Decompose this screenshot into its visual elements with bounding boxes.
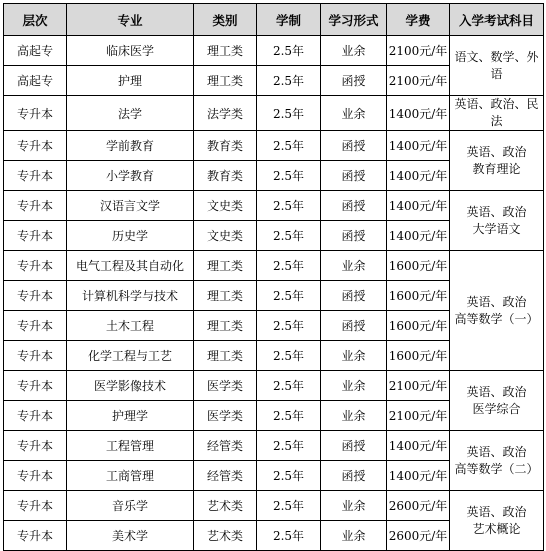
- category-cell: 理工类: [194, 36, 257, 66]
- duration-cell: 2.5年: [257, 491, 321, 521]
- tuition-cell: 1400元/年: [387, 461, 450, 491]
- exam-subject-line: 大学语文: [472, 221, 521, 236]
- study-mode-cell: 函授: [321, 311, 387, 341]
- level-cell: 专升本: [4, 281, 67, 311]
- level-cell: 专升本: [4, 371, 67, 401]
- table-row: [4, 371, 544, 401]
- study-mode-cell: 业余: [321, 371, 387, 401]
- tuition-cell: 1600元/年: [387, 251, 450, 281]
- table-row: [4, 491, 544, 521]
- table-row: [4, 191, 544, 221]
- tuition-cell: 1400元/年: [387, 221, 450, 251]
- duration-cell: 2.5年: [257, 191, 321, 221]
- header-category: 类别: [194, 4, 257, 36]
- study-mode-cell: 业余: [321, 521, 387, 551]
- tuition-cell: 2100元/年: [387, 36, 450, 66]
- study-mode-cell: 业余: [321, 491, 387, 521]
- exam-subject-line: 英语、政治: [466, 444, 527, 459]
- tuition-cell: 1400元/年: [387, 96, 450, 131]
- category-cell: 经管类: [194, 461, 257, 491]
- tuition-cell: 2600元/年: [387, 491, 450, 521]
- header-exam-subjects: 入学考试科目: [450, 4, 544, 36]
- study-mode-cell: 业余: [321, 36, 387, 66]
- study-mode-cell: 函授: [321, 66, 387, 96]
- category-cell: 医学类: [194, 401, 257, 431]
- header-level: 层次: [4, 4, 67, 36]
- level-cell: 专升本: [4, 491, 67, 521]
- tuition-cell: 1400元/年: [387, 161, 450, 191]
- category-cell: 艺术类: [194, 521, 257, 551]
- category-cell: 理工类: [194, 341, 257, 371]
- study-mode-cell: 函授: [321, 131, 387, 161]
- table-row: [4, 431, 544, 461]
- level-cell: 专升本: [4, 251, 67, 281]
- level-cell: 专升本: [4, 401, 67, 431]
- duration-cell: 2.5年: [257, 66, 321, 96]
- table-row: [4, 131, 544, 161]
- major-cell: 医学影像技术: [67, 371, 194, 401]
- duration-cell: 2.5年: [257, 401, 321, 431]
- exam-subject-line: 英语、政治、民法: [454, 97, 539, 128]
- major-cell: 音乐学: [67, 491, 194, 521]
- major-cell: 工商管理: [67, 461, 194, 491]
- major-cell: 历史学: [67, 221, 194, 251]
- major-cell: 临床医学: [67, 36, 194, 66]
- category-cell: 教育类: [194, 161, 257, 191]
- tuition-cell: 2100元/年: [387, 401, 450, 431]
- header-study-mode: 学习形式: [321, 4, 387, 36]
- exam-subject-line: 医学综合: [472, 401, 521, 416]
- exam-subject-line: 英语、政治: [466, 144, 527, 159]
- table-row: [4, 251, 544, 281]
- tuition-cell: 2100元/年: [387, 371, 450, 401]
- exam-subjects-cell: [450, 36, 544, 96]
- study-mode-cell: 函授: [321, 431, 387, 461]
- study-mode-cell: 业余: [321, 341, 387, 371]
- level-cell: 专升本: [4, 191, 67, 221]
- duration-cell: 2.5年: [257, 341, 321, 371]
- major-cell: 学前教育: [67, 131, 194, 161]
- category-cell: 理工类: [194, 66, 257, 96]
- exam-subject-line: 高等数学（一）: [454, 311, 539, 326]
- study-mode-cell: 业余: [321, 96, 387, 131]
- major-cell: 护理: [67, 66, 194, 96]
- level-cell: 专升本: [4, 161, 67, 191]
- exam-subject-line: 英语、政治: [466, 294, 527, 309]
- duration-cell: 2.5年: [257, 281, 321, 311]
- table-row: [4, 36, 544, 66]
- category-cell: 理工类: [194, 281, 257, 311]
- duration-cell: 2.5年: [257, 131, 321, 161]
- exam-subjects-cell: [450, 491, 544, 551]
- tuition-cell: 2600元/年: [387, 521, 450, 551]
- duration-cell: 2.5年: [257, 36, 321, 66]
- duration-cell: 2.5年: [257, 371, 321, 401]
- major-cell: 化学工程与工艺: [67, 341, 194, 371]
- study-mode-cell: 业余: [321, 401, 387, 431]
- study-mode-cell: 函授: [321, 221, 387, 251]
- duration-cell: 2.5年: [257, 161, 321, 191]
- tuition-cell: 2100元/年: [387, 66, 450, 96]
- exam-subject-line: 语文、数学、外语: [454, 49, 539, 81]
- header-major: 专业: [67, 4, 194, 36]
- level-cell: 专升本: [4, 221, 67, 251]
- level-cell: 高起专: [4, 66, 67, 96]
- exam-subjects-cell: [450, 431, 544, 491]
- category-cell: 教育类: [194, 131, 257, 161]
- study-mode-cell: 函授: [321, 161, 387, 191]
- study-mode-cell: 函授: [321, 281, 387, 311]
- header-duration: 学制: [257, 4, 321, 36]
- exam-subject-line: 英语、政治: [466, 204, 527, 219]
- level-cell: 专升本: [4, 341, 67, 371]
- level-cell: 专升本: [4, 521, 67, 551]
- exam-subject-line: 英语、政治: [466, 504, 527, 519]
- exam-subjects-cell: [450, 251, 544, 371]
- category-cell: 文史类: [194, 221, 257, 251]
- tuition-cell: 1400元/年: [387, 131, 450, 161]
- major-cell: 汉语言文学: [67, 191, 194, 221]
- level-cell: 高起专: [4, 36, 67, 66]
- study-mode-cell: 函授: [321, 461, 387, 491]
- exam-subjects-cell: [450, 371, 544, 431]
- exam-subject-line: 高等数学（二）: [454, 461, 539, 476]
- level-cell: 专升本: [4, 131, 67, 161]
- duration-cell: 2.5年: [257, 521, 321, 551]
- duration-cell: 2.5年: [257, 311, 321, 341]
- major-cell: 电气工程及其自动化: [67, 251, 194, 281]
- major-cell: 护理学: [67, 401, 194, 431]
- exam-subjects-cell: [450, 191, 544, 251]
- table-row: [4, 96, 544, 131]
- study-mode-cell: 业余: [321, 251, 387, 281]
- level-cell: 专升本: [4, 311, 67, 341]
- tuition-cell: 1400元/年: [387, 191, 450, 221]
- duration-cell: 2.5年: [257, 96, 321, 131]
- category-cell: 理工类: [194, 311, 257, 341]
- level-cell: 专升本: [4, 96, 67, 131]
- major-cell: 美术学: [67, 521, 194, 551]
- major-cell: 法学: [67, 96, 194, 131]
- category-cell: 经管类: [194, 431, 257, 461]
- level-cell: 专升本: [4, 431, 67, 461]
- major-cell: 小学教育: [67, 161, 194, 191]
- duration-cell: 2.5年: [257, 221, 321, 251]
- tuition-cell: 1400元/年: [387, 431, 450, 461]
- tuition-cell: 1600元/年: [387, 341, 450, 371]
- duration-cell: 2.5年: [257, 431, 321, 461]
- exam-subject-line: 英语、政治: [466, 384, 527, 399]
- category-cell: 医学类: [194, 371, 257, 401]
- tuition-cell: 1600元/年: [387, 311, 450, 341]
- exam-subjects-cell: [450, 96, 544, 131]
- duration-cell: 2.5年: [257, 251, 321, 281]
- level-cell: 专升本: [4, 461, 67, 491]
- exam-subject-line: 艺术概论: [472, 521, 521, 536]
- exam-subject-line: 教育理论: [472, 161, 521, 176]
- tuition-cell: 1600元/年: [387, 281, 450, 311]
- major-cell: 工程管理: [67, 431, 194, 461]
- program-table: [3, 3, 544, 551]
- table-body: [4, 36, 544, 551]
- duration-cell: 2.5年: [257, 461, 321, 491]
- exam-subjects-cell: [450, 131, 544, 191]
- header-row: [4, 4, 544, 36]
- category-cell: 文史类: [194, 191, 257, 221]
- header-tuition: 学费: [387, 4, 450, 36]
- study-mode-cell: 函授: [321, 191, 387, 221]
- category-cell: 理工类: [194, 251, 257, 281]
- category-cell: 法学类: [194, 96, 257, 131]
- major-cell: 计算机科学与技术: [67, 281, 194, 311]
- category-cell: 艺术类: [194, 491, 257, 521]
- major-cell: 土木工程: [67, 311, 194, 341]
